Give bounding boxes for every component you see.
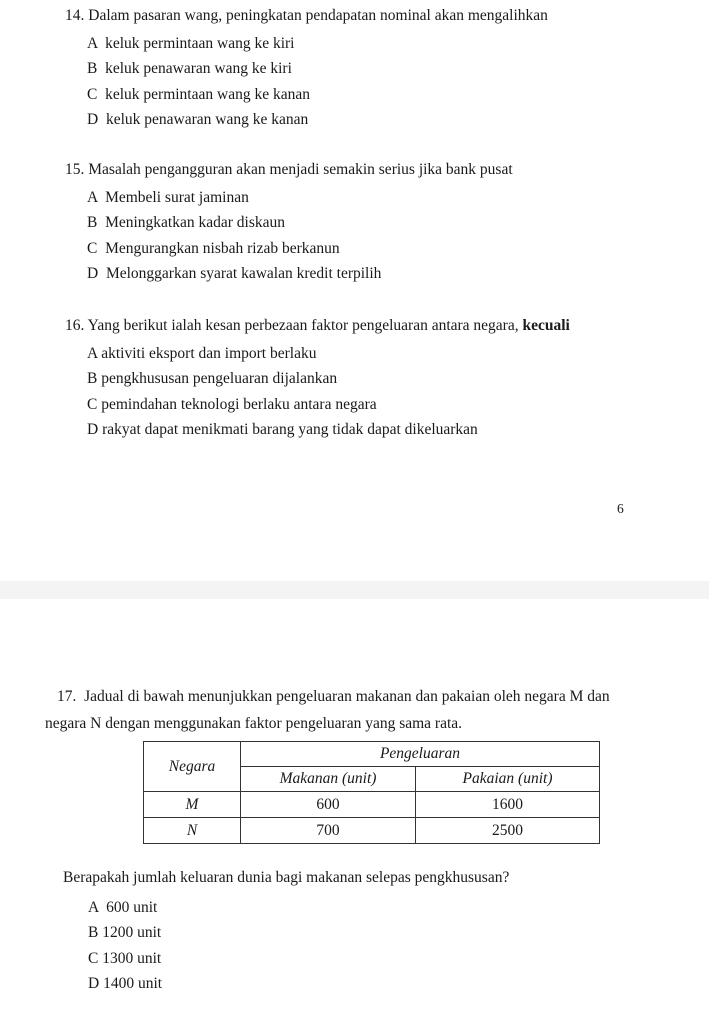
table-header-pengeluaran: Pengeluaran <box>241 742 600 767</box>
option-line: A aktiviti eksport dan import berlaku <box>87 345 317 362</box>
page-number: 6 <box>617 501 624 516</box>
option-line: D keluk penawaran wang ke kanan <box>87 111 309 129</box>
option-line: C keluk permintaan wang ke kanan <box>87 85 310 103</box>
question-17-options <box>88 895 162 997</box>
production-table <box>143 741 600 844</box>
table-header-negara: Negara <box>144 742 241 792</box>
question-16-title-bold: kecuali <box>522 317 570 334</box>
option-line: C pemindahan teknologi berlaku antara negara <box>87 395 377 413</box>
table-cell-pakaian: 2500 <box>416 818 600 844</box>
table-row <box>144 818 600 844</box>
option-line: C Mengurangkan nisbah rizab berkanun <box>87 239 340 257</box>
table-cell-makanan: 600 <box>241 792 416 818</box>
question-17-line1: 17. Jadual di bawah menunjukkan pengeluaran makanan dan pakaian oleh negara M dan <box>57 688 610 705</box>
page-divider <box>0 581 709 599</box>
question-16-options <box>87 341 570 443</box>
option-line: A Membeli surat jaminan <box>87 189 249 206</box>
option-line: D 1400 unit <box>88 975 163 993</box>
question-16-title-text: 16. Yang berikut ialah kesan perbezaan faktor pengeluaran antara negara, <box>65 317 523 334</box>
table-cell-negara: N <box>144 818 241 844</box>
option-line: B Meningkatkan kadar diskaun <box>87 214 286 232</box>
question-14-title: 14. Dalam pasaran wang, peningkatan pendapatan nominal akan mengalihkan <box>65 7 548 24</box>
question-17-question: Berapakah jumlah keluaran dunia bagi makanan selepas pengkhususan? <box>63 869 510 886</box>
question-17 <box>45 683 610 737</box>
question-15-title: 15. Masalah pengangguran akan menjadi semakin serius jika bank pusat <box>65 161 513 178</box>
question-16 <box>65 313 570 443</box>
question-14-options <box>87 31 548 133</box>
option-line: D Melonggarkan syarat kawalan kredit terpilih <box>87 265 382 283</box>
question-16-title <box>65 313 570 338</box>
table-subheader-makanan: Makanan (unit) <box>241 767 416 792</box>
option-line: B pengkhususan pengeluaran dijalankan <box>87 370 338 388</box>
option-line: A 600 unit <box>88 899 158 916</box>
option-line: D rakyat dapat menikmati barang yang tidak dapat dikeluarkan <box>87 421 478 439</box>
option-line: B 1200 unit <box>88 924 162 942</box>
option-line: A keluk permintaan wang ke kiri <box>87 35 295 52</box>
table-subheader-pakaian: Pakaian (unit) <box>416 767 600 792</box>
question-15 <box>65 157 513 287</box>
table-cell-makanan: 700 <box>241 818 416 844</box>
table-cell-negara: M <box>144 792 241 818</box>
option-line: C 1300 unit <box>88 949 162 967</box>
table-cell-pakaian: 1600 <box>416 792 600 818</box>
option-line: B keluk penawaran wang ke kiri <box>87 60 292 78</box>
table-row <box>144 792 600 818</box>
question-14 <box>65 3 548 133</box>
question-15-options <box>87 185 513 287</box>
question-17-line2: negara N dengan menggunakan faktor pengeluaran yang sama rata. <box>45 715 463 732</box>
